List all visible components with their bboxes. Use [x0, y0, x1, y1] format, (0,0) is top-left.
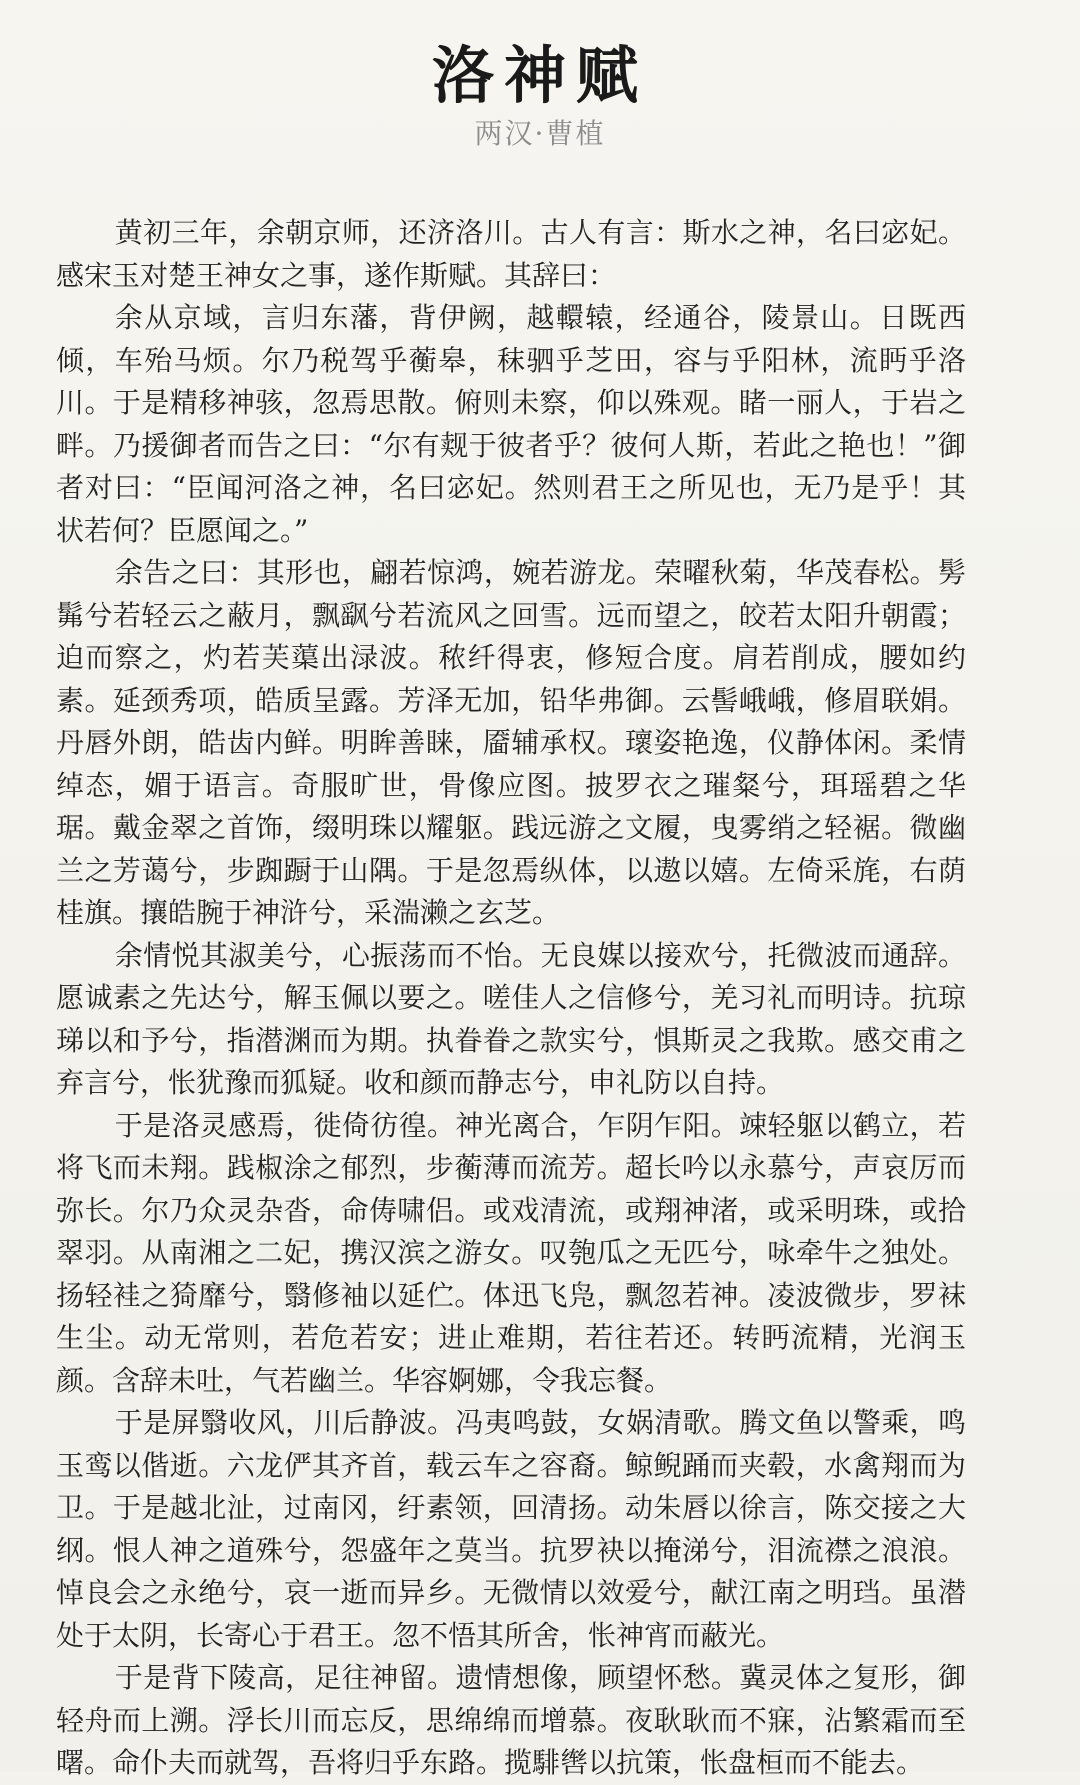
paragraph-6: 于是屏翳收风，川后静波。冯夷鸣鼓，女娲清歌。腾文鱼以警乘，鸣玉鸾以偕逝。六龙俨其齐首，载云车之容裔。鲸鲵踊而夹毂，水禽翔而为卫。于是越北沚，过南冈，纡素领，回清扬。动朱唇以徐言，陈交接之大纲。恨人神之道殊兮，怨盛年之莫当。抗罗袂以掩涕兮，泪流襟之浪浪。悼良会之永绝兮，哀一逝而异乡。无微情以效爱兮，献江南之明珰。虽潜处于太阴，长寄心于君王。忽不悟其所舍，怅神宵而蔽光。	[56, 1406, 966, 1652]
paragraph-5: 于是洛灵感焉，徙倚彷徨。神光离合，乍阴乍阳。竦轻躯以鹤立，若将飞而未翔。践椒涂之郁烈，步蘅薄而流芳。超长吟以永慕兮，声哀厉而弥长。尔乃众灵杂沓，命俦啸侣。或戏清流，或翔神渚，或采明珠，或拾翠羽。从南湘之二妃，携汉滨之游女。叹匏瓜之无匹兮，咏牵牛之独处。扬轻袿之猗靡兮，翳修袖以延伫。体迅飞凫，飘忽若神。凌波微步，罗袜生尘。动无常则，若危若安；进止难期，若往若还。转眄流精，光润玉颜。含辞未吐，气若幽兰。华容婀娜，令我忘餐。	[56, 1108, 966, 1397]
paragraph-7: 于是背下陵高，足往神留。遗情想像，顾望怀愁。冀灵体之复形，御轻舟而上溯。浮长川而忘反，思绵绵而增慕。夜耿耿而不寐，沾繁霜而至曙。命仆夫而就驾，吾将归乎东路。揽騑辔以抗策，怅盘桓而不能去。	[56, 1661, 966, 1779]
paragraph-3: 余告之曰：其形也，翩若惊鸿，婉若游龙。荣曜秋菊，华茂春松。髣髴兮若轻云之蔽月，飘飖兮若流风之回雪。远而望之，皎若太阳升朝霞；迫而察之，灼若芙蕖出渌波。秾纤得衷，修短合度。肩若削成，腰如约素。延颈秀项，皓质呈露。芳泽无加，铅华弗御。云髻峨峨，修眉联娟。丹唇外朗，皓齿内鲜。明眸善睐，靥辅承权。瓌姿艳逸，仪静体闲。柔情绰态，媚于语言。奇服旷世，骨像应图。披罗衣之璀粲兮，珥瑶碧之华琚。戴金翠之首饰，缀明珠以耀躯。践远游之文履，曳雾绡之轻裾。微幽兰之芳蔼兮，步踟蹰于山隅。于是忽焉纵体，以遨以嬉。左倚采旄，右荫桂旗。攘皓腕于神浒兮，采湍濑之玄芝。	[56, 556, 966, 929]
paragraph-4: 余情悦其淑美兮，心振荡而不怡。无良媒以接欢兮，托微波而通辞。愿诚素之先达兮，解玉佩以要之。嗟佳人之信修兮，羌习礼而明诗。抗琼珶以和予兮，指潜渊而为期。执眷眷之款实兮，惧斯灵之我欺。感交甫之弃言兮，怅犹豫而狐疑。收和颜而静志兮，申礼防以自持。	[56, 938, 966, 1099]
poem-body	[56, 212, 966, 1785]
poem-author: 两汉·曹植	[474, 117, 606, 150]
paragraph-2: 余从京域，言归东藩，背伊阙，越轘辕，经通谷，陵景山。日既西倾，车殆马烦。尔乃税驾乎蘅皋，秣驷乎芝田，容与乎阳林，流眄乎洛川。于是精移神骇，忽焉思散。俯则未察，仰以殊观。睹一丽人，于岩之畔。乃援御者而告之曰：“尔有觌于彼者乎？彼何人斯，若此之艳也！”御者对曰：“臣闻河洛之神，名曰宓妃。然则君王之所见也，无乃是乎！其状若何？臣愿闻之。”	[56, 301, 966, 547]
paragraph-1: 黄初三年，余朝京师，还济洛川。古人有言：斯水之神，名曰宓妃。感宋玉对楚王神女之事，遂作斯赋。其辞曰：	[56, 216, 966, 292]
poem-title: 洛神赋	[431, 39, 648, 112]
